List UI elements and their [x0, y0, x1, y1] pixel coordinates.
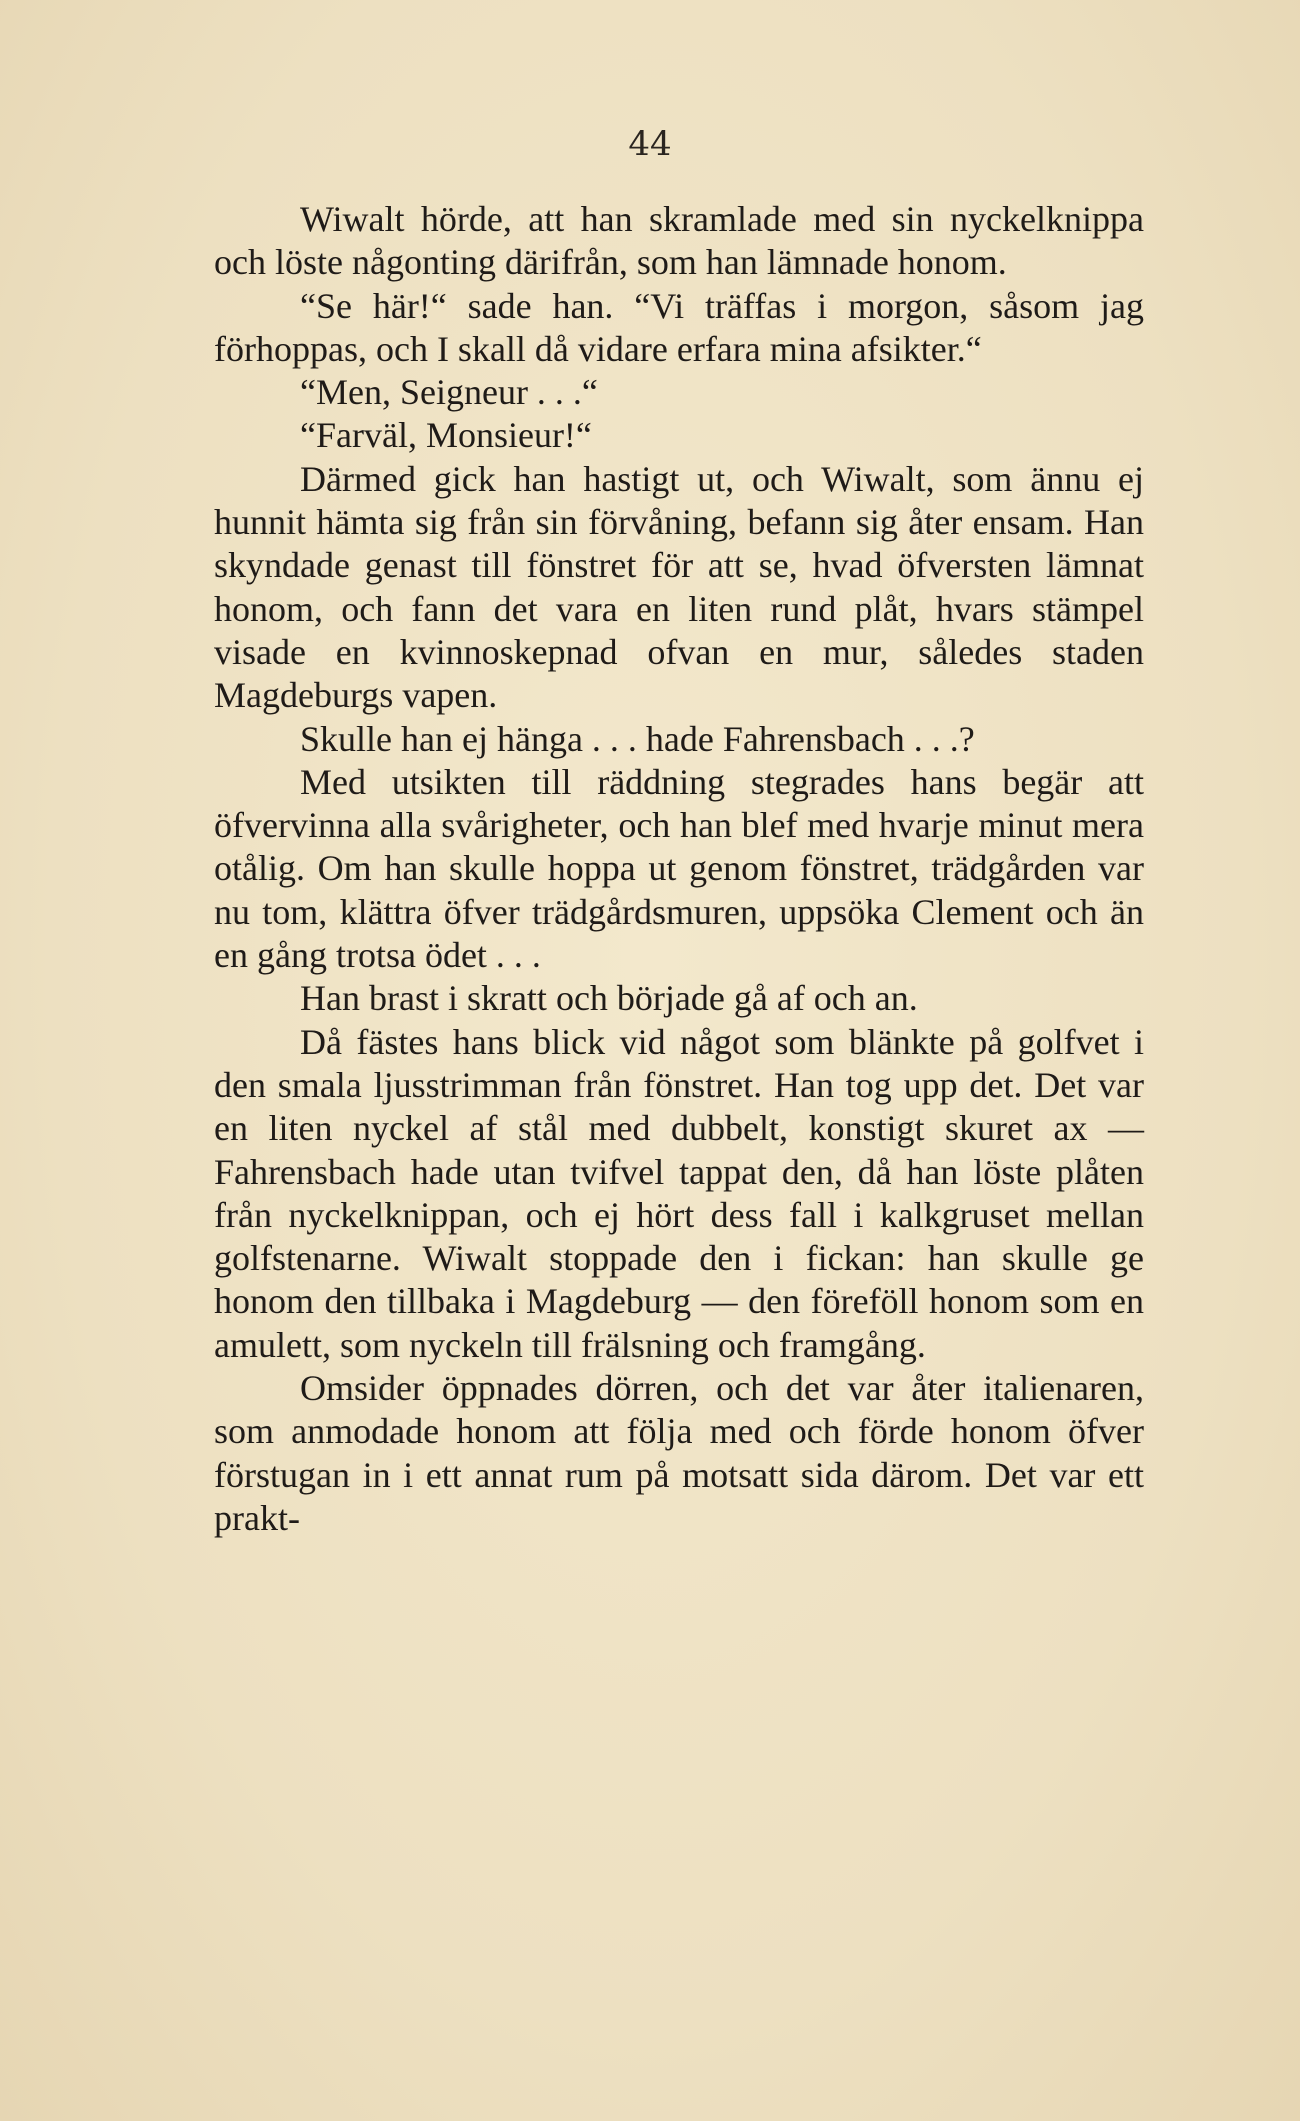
paragraph: Han brast i skratt och började gå af och an. [300, 978, 918, 1019]
paragraph: Därmed gick han hastigt ut, och Wiwalt, som ännu ej hunnit hämta sig från sin förvåning, befann sig åter ensam. Han skyndade genast till fönstret för att se, hvad öfversten lämnat honom, och fann det vara en liten rund plåt, hvars stämpel visade en kvinnoskepnad ofvan en mur, således staden Magdeburgs vapen. [214, 458, 1144, 716]
paragraph: “Farväl, Monsieur!“ [300, 415, 592, 456]
page-number: 44 [628, 124, 672, 164]
paragraph: Omsider öppnades dörren, och det var åter italienaren, som anmodade honom att följa med och förde honom öfver förstugan in i ett annat rum på motsatt sida därom. Det var ett prakt- [214, 1368, 1144, 1538]
paragraph: “Men, Seigneur . . .“ [300, 372, 598, 413]
paragraph: Med utsikten till räddning stegrades hans begär att öfvervinna alla svårigheter, och han blef med hvarje minut mera otålig. Om han skulle hoppa ut genom fönstret, trädgården var nu tom, klättra öfver trädgårdsmuren, uppsöka Clement och än en gång trotsa ödet . . . [214, 761, 1144, 976]
paragraph: “Se här!“ sade han. “Vi träffas i morgon, såsom jag förhoppas, och I skall då vidare erfara mina afsikter.“ [214, 285, 1144, 369]
paragraph: Skulle han ej hänga . . . hade Fahrensbach . . .? [300, 718, 975, 759]
paragraph: Då fästes hans blick vid något som blänkte på golfvet i den smala ljusstrimman från fönstret. Han tog upp det. Det var en liten nyckel af stål med dubbelt, konstigt skuret ax — Fahrensbach hade utan tvifvel tappat den, då han löste plåten från nyckelknippan, och ej hört dess fall i kalkgruset mellan golfstenarne. Wiwalt stoppade den i fickan: han skulle ge honom den tillbaka i Magdeburg — den föreföll honom som en amulett, som nyckeln till frälsning och framgång. [214, 1021, 1144, 1365]
body-text [214, 198, 1144, 1540]
paragraph: Wiwalt hörde, att han skramlade med sin nyckelknippa och löste någonting därifrån, som han lämnade honom. [214, 199, 1144, 283]
